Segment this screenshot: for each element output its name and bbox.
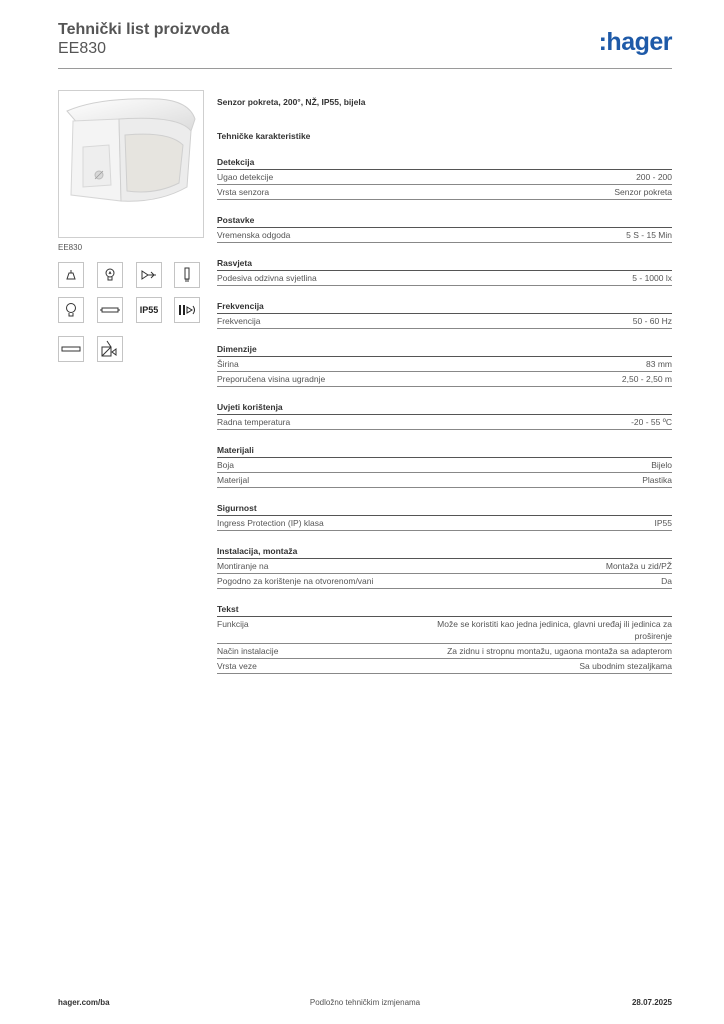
section-title: Frekvencija: [217, 300, 672, 314]
spec-section: [217, 603, 672, 674]
spec-label: Način instalacije: [217, 646, 279, 656]
spec-section: [217, 343, 672, 387]
fluorescent-icon: [136, 262, 162, 288]
spec-label: Boja: [217, 460, 235, 470]
spec-value: 5 S - 15 Min: [626, 230, 672, 240]
section-title: Postavke: [217, 214, 672, 228]
spec-value: 83 mm: [646, 359, 672, 369]
tube-icon: [97, 297, 123, 323]
footer-notice: Podložno tehničkim izmjenama: [309, 998, 421, 1007]
spec-section: [217, 545, 672, 589]
bar-icon: [58, 336, 84, 362]
spec-value: Za zidnu i stropnu montažu, ugaona montaža sa adapterom: [447, 646, 672, 656]
spec-label: Vrsta veze: [217, 661, 257, 671]
spec-value: Bijelo: [651, 460, 672, 470]
spec-value: IP55: [654, 518, 672, 528]
spec-row: [217, 473, 672, 488]
section-title: Detekcija: [217, 156, 672, 170]
spec-row: [217, 357, 672, 372]
spec-sections: [217, 156, 672, 674]
lamp-icon: [58, 262, 84, 288]
spec-label: Vrsta senzora: [217, 187, 270, 197]
section-title: Rasvjeta: [217, 257, 672, 271]
spec-label: Funkcija: [217, 619, 249, 629]
spec-row: [217, 228, 672, 243]
ip55-icon: [136, 297, 162, 323]
spec-row: [217, 617, 672, 644]
spec-section: [217, 444, 672, 488]
spec-label: Podesiva odzivna svjetlina: [217, 273, 317, 283]
spec-value: -20 - 55 ºC: [631, 417, 672, 427]
hager-logo: :hager: [598, 28, 672, 56]
spec-row: [217, 185, 672, 200]
spec-section: [217, 257, 672, 286]
spec-value: 50 - 60 Hz: [632, 316, 672, 326]
spec-section: [217, 300, 672, 329]
section-title: Tekst: [217, 603, 672, 617]
spec-value: 5 - 1000 lx: [632, 273, 672, 283]
spec-row: [217, 516, 672, 531]
wall-sensor-icon: [97, 336, 123, 362]
page-title: Tehnički list proizvoda: [58, 21, 230, 38]
spec-row: [217, 314, 672, 329]
section-title: Materijali: [217, 444, 672, 458]
ip55-label: IP55: [139, 305, 159, 315]
spec-label: Materijal: [217, 475, 250, 485]
spec-value: 2,50 - 2,50 m: [621, 374, 672, 384]
page-header: [58, 20, 672, 58]
product-code-heading: EE830: [58, 40, 107, 57]
spec-row: [217, 415, 672, 430]
spec-row: [217, 458, 672, 473]
spec-value: Montaža u zid/PŽ: [605, 561, 672, 571]
section-title: Sigurnost: [217, 502, 672, 516]
led-tube-icon: [174, 262, 200, 288]
incandescent-icon: [58, 297, 84, 323]
section-title: Dimenzije: [217, 343, 672, 357]
spec-row: [217, 271, 672, 286]
product-title: Senzor pokreta, 200°, NŽ, IP55, bijela: [217, 97, 366, 107]
spec-label: Radna temperatura: [217, 417, 291, 427]
spec-label: Vremenska odgoda: [217, 230, 291, 240]
motion-detector-icon: [174, 297, 200, 323]
spec-label: Ingress Protection (IP) klasa: [217, 518, 324, 528]
spec-value: Senzor pokreta: [614, 187, 672, 197]
spec-row: [217, 559, 672, 574]
spec-value: Sa ubodnim stezaljkama: [579, 661, 672, 671]
spec-value: Da: [661, 576, 672, 586]
tech-heading: Tehničke karakteristike: [217, 131, 311, 141]
spec-section: [217, 401, 672, 430]
spec-label: Montiranje na: [217, 561, 269, 571]
product-image: [58, 90, 204, 238]
footer-website[interactable]: hager.com/ba: [58, 998, 110, 1007]
section-title: Uvjeti korištenja: [217, 401, 672, 415]
spec-row: [217, 644, 672, 659]
spec-label: Preporučena visina ugradnje: [217, 374, 326, 384]
spec-section: [217, 156, 672, 200]
spec-value: Plastika: [642, 475, 672, 485]
spec-row: [217, 574, 672, 589]
spec-label: Frekvencija: [217, 316, 261, 326]
spec-content: [217, 96, 672, 674]
spec-label: Pogodno za korištenje na otvorenom/vani: [217, 576, 374, 586]
footer-date: 28.07.2025: [631, 998, 672, 1007]
spec-label: Širina: [217, 359, 239, 369]
product-code-label: EE830: [58, 243, 83, 252]
spec-row: [217, 659, 672, 674]
spec-row: [217, 372, 672, 387]
header-divider: [58, 68, 672, 69]
spec-section: [217, 502, 672, 531]
spec-value: 200 - 200: [636, 172, 672, 182]
spec-label: Ugao detekcije: [217, 172, 274, 182]
spec-row: [217, 170, 672, 185]
spec-section: [217, 214, 672, 243]
bulb-icon: [97, 262, 123, 288]
section-title: Instalacija, montaža: [217, 545, 672, 559]
spec-value: Može se koristiti kao jedna jedinica, glavni uređaj ili jedinica za proširenje: [437, 619, 672, 641]
